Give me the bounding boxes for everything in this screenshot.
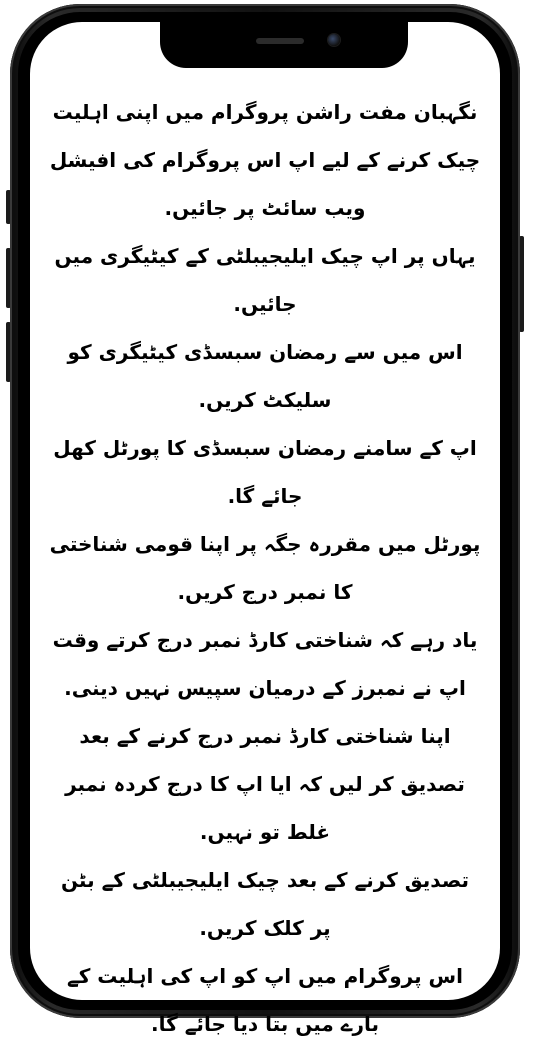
instruction-paragraph-9: اس پروگرام میں اپ کو اپ کی اہلیت کے بارے میں بتا دیا جائے گا. [66,964,464,1036]
instructions-text [48,88,482,1048]
instruction-paragraph-8: تصدیق کرنے کے بعد چیک ایلیجیبلٹی کے بٹن پر کلک کریں. [60,868,470,940]
phone-frame [10,4,520,1036]
instruction-paragraph-5: پورٹل میں مقررہ جگہ پر اپنا قومی شناختی کا نمبر درج کریں. [49,532,481,604]
instruction-paragraph-6: یاد رہے کہ شناختی کارڈ نمبر درج کرتے وقت اپ نے نمبرز کے درمیان سپیس نہیں دینی. [52,628,478,700]
instruction-paragraph-7: اپنا شناختی کارڈ نمبر درج کرنے کے بعد تصدیق کر لیں کہ ایا اپ کا درج کردہ نمبر غلط تو نہیں. [65,724,465,844]
phone-notch [160,22,408,68]
phone-screen [30,22,500,1036]
instruction-paragraph-1: نگہبان مفت راشن پروگرام میں اپنی اہلیت چیک کرنے کے لیے اپ اس پروگرام کی افیشل ویب سائٹ پر جائیں. [49,100,481,220]
instruction-paragraph-3: اس میں سے رمضان سبسڈی کیٹیگری کو سلیکٹ کریں. [67,340,463,412]
front-camera-icon [328,34,340,46]
instruction-paragraph-4: اپ کے سامنے رمضان سبسڈی کا پورٹل کھل جائے گا. [53,436,477,508]
speaker-icon [256,38,304,44]
instruction-paragraph-2: یہاں پر اپ چیک ایلیجیبلٹی کے کیٹیگری میں جائیں. [54,244,476,316]
